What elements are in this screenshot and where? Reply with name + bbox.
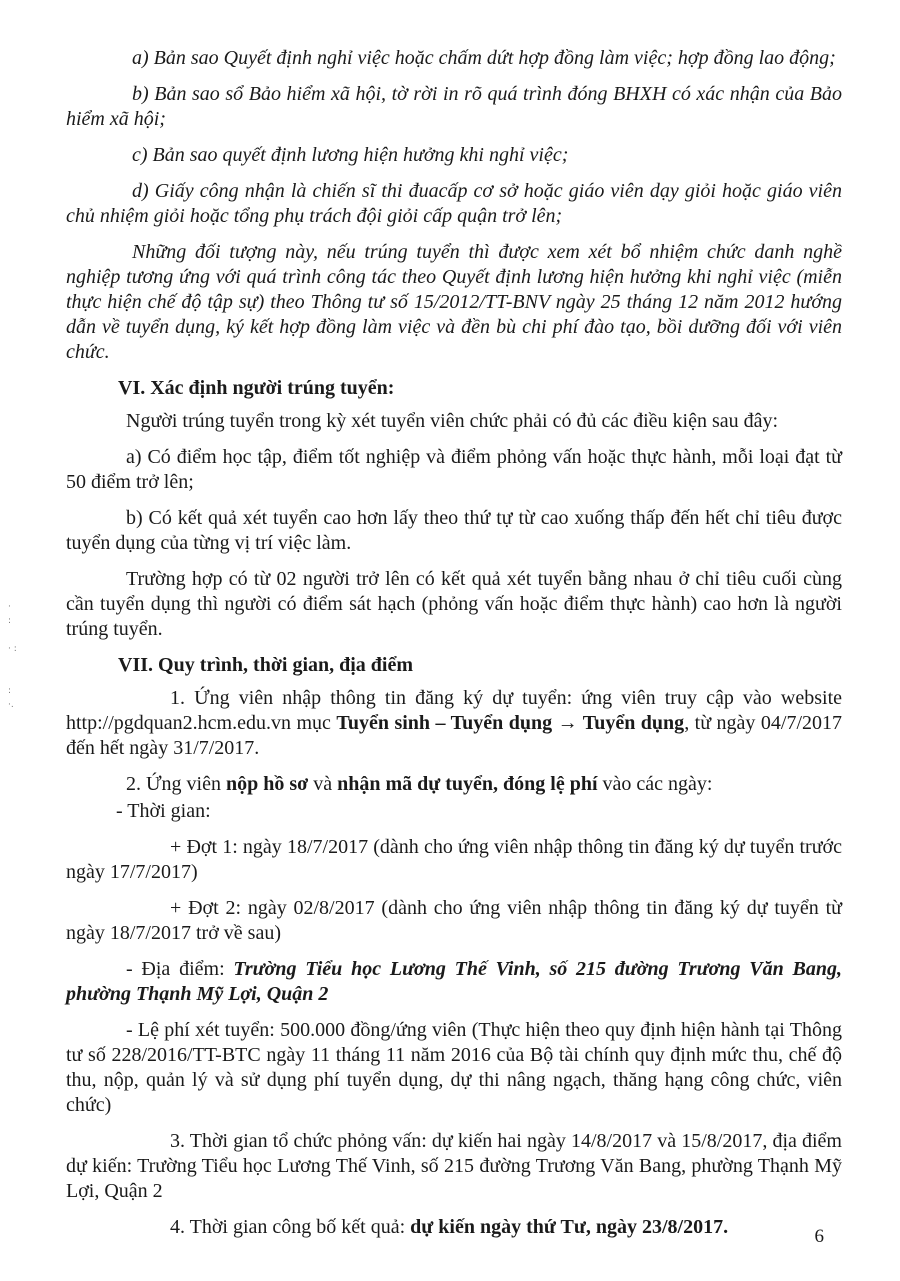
section6-tie-rule: Trường hợp có từ 02 người trở lên có kết quả xét tuyển bằng nhau ở chỉ tiêu cuối cùng cần tuyển dụng thì người có điểm sát hạch (phỏng vấn hoặc điểm thực hành) cao hơn là người trúng tuyển. [66, 568, 842, 640]
document-page [66, 46, 842, 1251]
step1-text-end: , từ ngày 04/7/2017 đến hết ngày 31/7/2017. [66, 712, 843, 759]
item-b: b) Bản sao sổ Bảo hiểm xã hội, tờ rời in rõ quá trình đóng BHXH có xác nhận của Bảo hiểm xã hội; [66, 83, 842, 130]
step2-paragraph [66, 772, 842, 797]
step2-text-1: 2. Ứng viên [126, 773, 226, 795]
scan-specks: · : · : : ·. [8, 602, 17, 710]
fee-paragraph: - Lệ phí xét tuyển: 500.000 đồng/ứng viên (Thực hiện theo quy định hiện hành tại Thông tư số 228/2016/TT-BTC ngày 11 tháng 11 năm 2016 của Bộ tài chính quy định mức thu, chế độ thu, nộp, quản lý và sử dụng phí tuyển dụng, dự thi nâng ngạch, thăng hạng công chức, viên chức) [66, 1019, 842, 1116]
round1-line: + Đợt 1: ngày 18/7/2017 (dành cho ứng viên nhập thông tin đăng ký dự tuyển trước ngày 17/7/2017) [66, 836, 842, 883]
item-d: d) Giấy công nhận là chiến sĩ thi đuacấp cơ sở hoặc giáo viên dạy giỏi hoặc giáo viên chủ nhiệm giỏi hoặc tổng phụ trách đội giỏi cấp quận trở lên; [66, 180, 842, 227]
step1-paragraph [66, 686, 842, 761]
step4-paragraph [66, 1215, 842, 1240]
step1-menu-path: Tuyển sinh – Tuyển dụng → Tuyển dụng [336, 712, 685, 734]
section6-heading: VI. Xác định người trúng tuyển: [118, 377, 395, 399]
section6-condition-a: a) Có điểm học tập, điểm tốt nghiệp và điểm phỏng vấn hoặc thực hành, mỗi loại đạt từ 50 điểm trở lên; [66, 446, 842, 493]
note-paragraph: Những đối tượng này, nếu trúng tuyển thì được xem xét bổ nhiệm chức danh nghề nghiệp tương ứng với quá trình công tác theo Quyết định lương hiện hưởng khi nghỉ việc (miễn thực hiện chế độ tập sự) theo Thông tư số 15/2012/TT-BNV ngày 25 tháng 12 năm 2012 hướng dẫn về tuyển dụng, ký kết hợp đồng làm việc và đền bù chi phí đào tạo, bồi dưỡng đối với viên chức. [66, 241, 842, 363]
item-a: a) Bản sao Quyết định nghỉ việc hoặc chấm dứt hợp đồng làm việc; hợp đồng lao động; [132, 47, 836, 69]
place-value: Trường Tiểu học Lương Thế Vinh, số 215 đường Trương Văn Bang, phường Thạnh Mỹ Lợi, Quận 2 [66, 958, 842, 1005]
step2-bold-2: nhận mã dự tuyển, đóng lệ phí [337, 773, 598, 795]
place-line [66, 957, 842, 1007]
page-number: 6 [814, 1226, 824, 1247]
place-label: - Địa điểm: [126, 958, 234, 980]
section6-condition-b: b) Có kết quả xét tuyển cao hơn lấy theo thứ tự từ cao xuống thấp đến hết chỉ tiêu được tuyển dụng của từng vị trí việc làm. [66, 507, 842, 554]
section6-intro: Người trúng tuyển trong kỳ xét tuyển viên chức phải có đủ các điều kiện sau đây: [126, 410, 779, 432]
step1-text-start: 1. Ứng viên nhập thông tin đăng ký dự tuyển: ứng viên truy cập vào website http://pgdquan2.hcm.edu.vn mục [66, 687, 842, 734]
step3-paragraph: 3. Thời gian tổ chức phỏng vấn: dự kiến hai ngày 14/8/2017 và 15/8/2017, địa điểm dự kiến: Trường Tiểu học Lương Thế Vinh, số 215 đường Trương Văn Bang, phường Thạnh Mỹ Lợi, Quận 2 [66, 1130, 842, 1202]
time-label: - Thời gian: [116, 800, 211, 822]
section7-heading: VII. Quy trình, thời gian, địa điểm [118, 654, 414, 676]
step2-bold-1: nộp hồ sơ [225, 773, 309, 795]
step4-date: dự kiến ngày thứ Tư, ngày 23/8/2017. [410, 1216, 729, 1238]
item-c: c) Bản sao quyết định lương hiện hưởng khi nghỉ việc; [132, 144, 569, 166]
step2-text-2: và [308, 773, 338, 795]
step4-text: 4. Thời gian công bố kết quả: [170, 1216, 411, 1238]
round2-line: + Đợt 2: ngày 02/8/2017 (dành cho ứng viên nhập thông tin đăng ký dự tuyển từ ngày 18/7/2017 trở về sau) [66, 897, 842, 944]
step2-text-3: vào các ngày: [597, 773, 713, 795]
